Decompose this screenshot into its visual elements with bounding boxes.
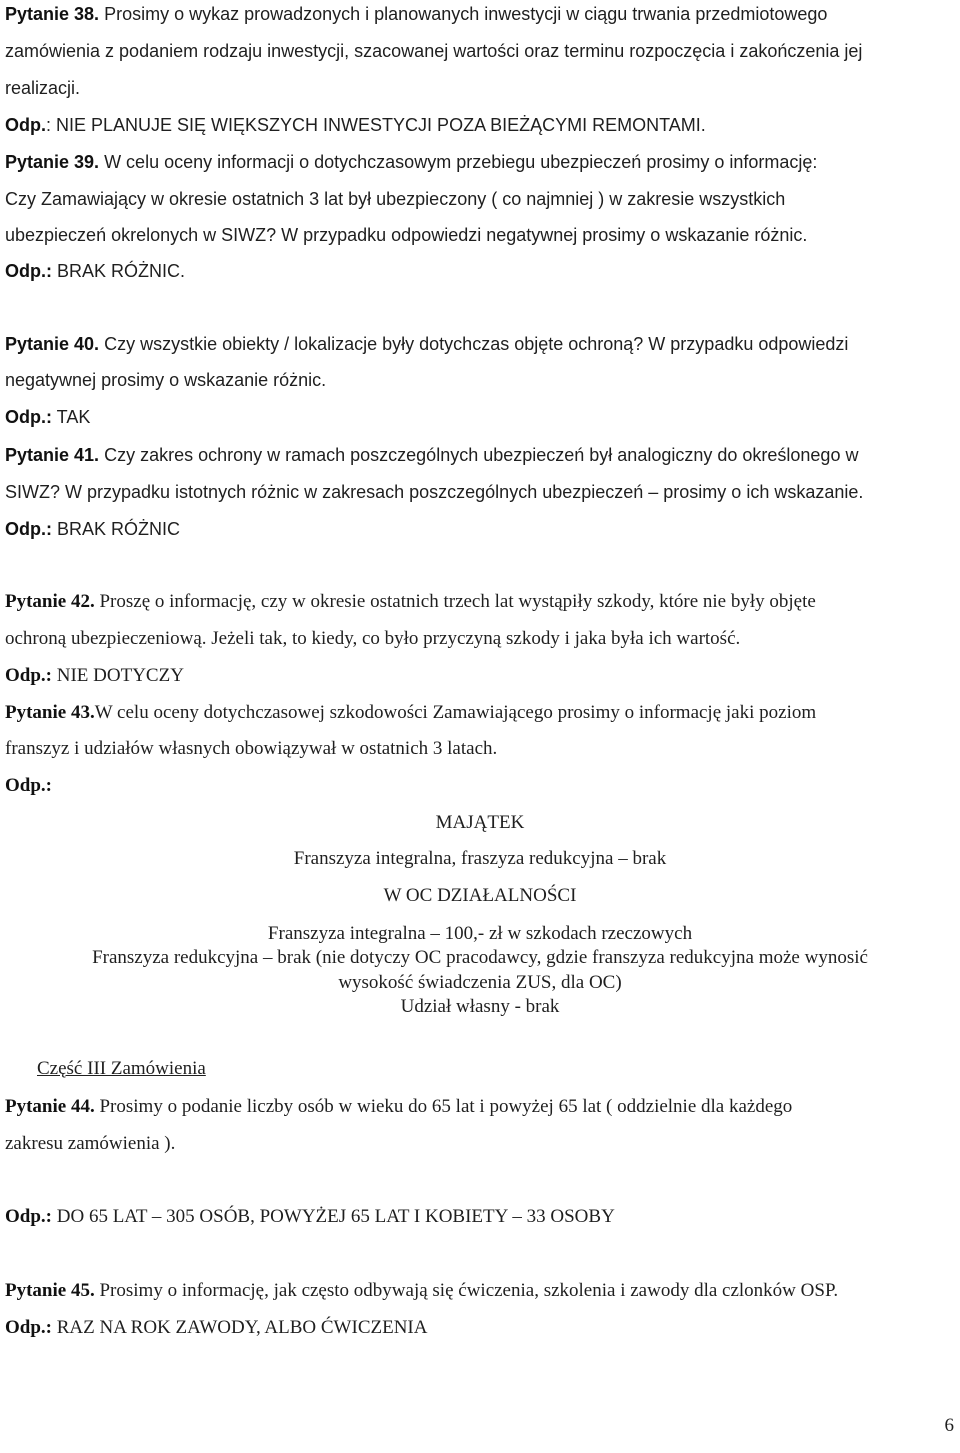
oc-franszyza-redukcyjna-cont: wysokość świadczenia ZUS, dla OC)	[338, 972, 622, 993]
q39-text1: W celu oceny informacji o dotychczasowym przebiegu ubezpieczeń prosimy o informację:	[99, 152, 818, 172]
majatek-heading: MAJĄTEK	[435, 812, 525, 833]
q43-line1	[5, 701, 816, 725]
q41-text1: Czy zakres ochrony w ramach poszczególnych ubezpieczeń był analogiczny do określonego w	[99, 445, 859, 465]
oc-heading: W OC DZIAŁALNOŚCI	[383, 885, 577, 906]
q43-answer-label: Odp.:	[5, 775, 52, 796]
oc-franszyza-redukcyjna: Franszyza redukcyjna – brak (nie dotyczy OC pracodawcy, gdzie franszyza redukcyjna może wynosić	[92, 947, 868, 968]
q41-answer-text: BRAK RÓŻNIC	[52, 519, 181, 539]
q38-answer-label: Odp.	[5, 115, 46, 135]
q41-line2: SIWZ? W przypadku istotnych różnic w zakresach poszczególnych ubezpieczeń – prosimy o ich wskazanie.	[5, 482, 864, 502]
q39-answer-label: Odp.:	[5, 261, 52, 281]
q42-label: Pytanie 42.	[5, 591, 95, 612]
q44-line1	[5, 1095, 792, 1119]
q44-answer	[5, 1205, 615, 1229]
q40-answer-text: TAK	[52, 407, 91, 427]
q41-line1	[5, 443, 858, 467]
oc-udzial-wlasny: Udział własny - brak	[400, 996, 560, 1017]
q41-label: Pytanie 41.	[5, 445, 100, 465]
q40-text1: Czy wszystkie obiekty / lokalizacje były dotychczas objęte ochroną? W przypadku odpowiedzi	[99, 334, 849, 354]
q40-answer	[5, 405, 90, 429]
q43-text1: W celu oceny dotychczasowej szkodowości Zamawiającego prosimy o informację jaki poziom	[94, 702, 817, 723]
q38-line3: realizacji.	[5, 78, 81, 98]
q44-text1: Prosimy o podanie liczby osób w wieku do 65 lat i powyżej 65 lat ( oddzielnie dla każdego	[94, 1096, 793, 1117]
q38-answer	[5, 113, 706, 137]
q43-label: Pytanie 43.	[5, 702, 95, 723]
q44-answer-label: Odp.:	[5, 1206, 52, 1227]
q42-answer-label: Odp.:	[5, 665, 52, 686]
majatek-franszyza: Franszyza integralna, fraszyza redukcyjna – brak	[293, 848, 667, 869]
q42-line2: ochroną ubezpieczeniową. Jeżeli tak, to kiedy, co było przyczyną szkody i jaka była ich wartość.	[5, 628, 741, 649]
q40-line2: negatywnej prosimy o wskazanie różnic.	[5, 370, 327, 390]
q45-text1: Prosimy o informację, jak często odbywają się ćwiczenia, szkolenia i zawody dla czlonków OSP.	[94, 1280, 839, 1301]
q38-label: Pytanie 38.	[5, 4, 100, 24]
q39-label: Pytanie 39.	[5, 152, 100, 172]
q42-line1	[5, 590, 816, 614]
q42-text1: Proszę o informację, czy w okresie ostatnich trzech lat wystąpiły szkody, które nie były objęte	[94, 591, 816, 612]
q45-answer	[5, 1316, 427, 1340]
q44-answer-text: DO 65 LAT – 305 OSÓB, POWYŻEJ 65 LAT I KOBIETY – 33 OSOBY	[52, 1206, 615, 1227]
q43-line2: franszyz i udziałów własnych obowiązywał w ostatnich 3 latach.	[5, 738, 498, 759]
q38-text1: Prosimy o wykaz prowadzonych i planowanych inwestycji w ciągu trwania przedmiotowego	[99, 4, 828, 24]
section-heading: Część III Zamówienia	[37, 1058, 206, 1079]
q40-label: Pytanie 40.	[5, 334, 100, 354]
q39-line3: ubezpieczeń okrelonych w SIWZ? W przypadku odpowiedzi negatywnej prosimy o wskazanie różnic.	[5, 225, 808, 245]
q39-answer-text: BRAK RÓŻNIC.	[52, 261, 186, 281]
q40-line1	[5, 332, 848, 356]
q38-line1	[5, 2, 827, 26]
q39-line2: Czy Zamawiający w okresie ostatnich 3 lat był ubezpieczony ( co najmniej ) w zakresie wszystkich	[5, 189, 786, 209]
q45-answer-text: RAZ NA ROK ZAWODY, ALBO ĆWICZENIA	[52, 1317, 428, 1338]
q45-line1	[5, 1279, 838, 1303]
q39-answer	[5, 259, 185, 283]
q45-label: Pytanie 45.	[5, 1280, 95, 1301]
oc-franszyza-integralna: Franszyza integralna – 100,- zł w szkodach rzeczowych	[267, 923, 693, 944]
q38-line2: zamówienia z podaniem rodzaju inwestycji, szacowanej wartości oraz terminu rozpoczęcia i zakończenia jej	[5, 41, 863, 61]
q44-label: Pytanie 44.	[5, 1096, 95, 1117]
page-number: 6	[944, 1415, 954, 1436]
q42-answer	[5, 664, 184, 688]
q38-answer-text: : NIE PLANUJE SIĘ WIĘKSZYCH INWESTYCJI POZA BIEŻĄCYMI REMONTAMI.	[46, 115, 706, 135]
q42-answer-text: NIE DOTYCZY	[52, 665, 184, 686]
q39-line1	[5, 150, 817, 174]
q44-line2: zakresu zamówienia ).	[5, 1133, 176, 1154]
q41-answer	[5, 517, 180, 541]
q40-answer-label: Odp.:	[5, 407, 52, 427]
q41-answer-label: Odp.:	[5, 519, 52, 539]
q45-answer-label: Odp.:	[5, 1317, 52, 1338]
